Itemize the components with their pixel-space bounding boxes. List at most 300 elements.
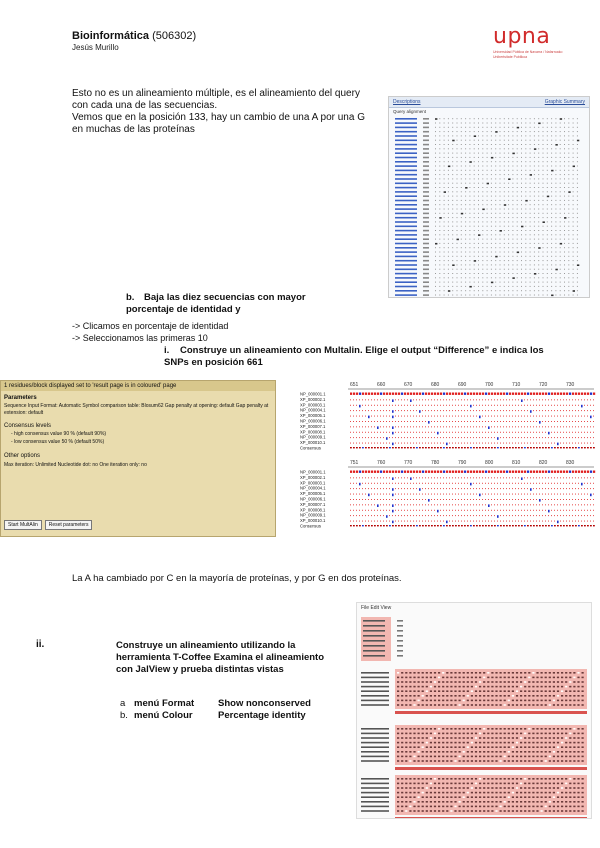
alignment-residue [548,477,549,478]
jalview-residue [504,728,506,730]
consensus-residue [548,525,550,526]
jalview-seq-len [397,625,403,627]
jalview-residue [512,760,514,762]
blast-residue [457,221,458,222]
alignment-residue [440,426,441,427]
alignment-consensus-label: Consensus [300,445,321,451]
blast-residue [482,217,483,218]
blast-residue [457,295,458,296]
alignment-residue [431,410,432,411]
consensus-residue [425,525,427,526]
blast-residue [577,183,578,184]
alignment-residue [410,499,411,500]
blast-residue [469,295,470,296]
alignment-residue [506,477,507,478]
jalview-residue [495,810,497,812]
jalview-residue [532,700,534,702]
jalview-residue [491,695,493,697]
alignment-residue [557,521,559,524]
blast-seq-pos [423,281,429,283]
blast-residue [517,200,518,201]
blast-residue [577,226,578,227]
jalview-menu-bar[interactable]: File Edit View [361,605,392,611]
alignment-residue [386,432,387,433]
jalview-residue [500,806,502,808]
alignment-residue [356,399,357,400]
jalview-residue [471,783,473,785]
alignment-residue [509,421,510,422]
blast-residue [465,178,466,179]
alignment-residue [368,437,369,438]
alignment-residue [482,483,483,484]
blast-residue [469,187,470,188]
alignment-residue [494,515,495,516]
alignment-residue [557,437,558,438]
alignment-residue [530,393,532,395]
blast-residue [512,153,514,155]
jalview-residue [483,801,485,803]
blast-residue [457,178,458,179]
blast-residue [534,204,535,205]
blast-residue [551,200,552,201]
jalview-residue [459,672,461,674]
blast-residue [555,295,556,296]
blast-residue [474,161,475,162]
consensus-residue [488,447,490,448]
jalview-residue [553,806,555,808]
alignment-residue [497,477,498,478]
alignment-residue [464,477,465,478]
blast-residue [482,135,483,136]
blast-residue [568,140,569,141]
blast-residue [457,170,458,171]
alignment-residue [389,515,390,516]
alignment-residue [569,437,570,438]
blast-descriptions-link[interactable]: Descriptions [393,99,421,105]
alignment-seq-id: NP_000009.1 [300,434,326,440]
jalview-residue [491,778,493,780]
alignment-residue [374,421,375,422]
alignment-residue [590,477,591,478]
alignment-residue [536,515,537,516]
blast-residue [547,269,548,270]
blast-residue [435,273,436,274]
jalview-seq-name [361,801,389,803]
jalview-residue [582,686,584,688]
alignment-residue [452,483,453,484]
jalview-identity-block [395,669,587,709]
blast-residue [530,260,531,261]
blast-residue [487,221,488,222]
consensus-residue [479,525,481,526]
form-low-consensus[interactable]: - low consensus value 50 % (default 50%) [11,439,105,445]
jalview-seq-name [361,686,389,688]
blast-residue [568,187,569,188]
blast-residue [478,282,479,283]
jalview-residue [557,733,559,735]
blast-residue [500,170,501,171]
blast-residue [435,295,436,296]
jalview-residue [491,672,493,674]
jalview-residue [508,677,510,679]
alignment-residue [434,521,435,522]
alignment-residue [362,432,363,433]
jalview-residue [401,700,403,702]
alignment-residue [470,488,471,489]
consensus-residue [587,447,589,448]
blast-residue [435,226,436,227]
alignment-tick-label: 720 [539,382,548,388]
jalview-residue [418,677,420,679]
blast-residue [508,140,509,141]
jalview-residue [577,756,579,758]
alignment-residue [413,426,414,427]
alignment-residue [524,483,525,484]
alignment-residue [512,416,513,417]
blast-residue [465,226,466,227]
alignment-residue [392,443,394,446]
jalview-residue [413,690,415,692]
blast-residue [482,264,483,265]
alignment-residue [560,494,561,495]
alignment-seq-id: NP_000006.1 [300,496,326,502]
blast-residue [495,170,496,171]
alignment-residue [380,521,381,522]
start-multalin-button[interactable]: Start MultAlin [4,520,42,530]
jalview-residue [397,690,399,692]
jalview-residue [405,783,407,785]
jalview-residue [463,746,465,748]
consensus-residue [485,525,487,526]
alignment-residue [359,426,360,427]
blast-residue [517,247,518,248]
alignment-residue [473,504,474,505]
alignment-residue [365,515,366,516]
blast-residue [461,140,462,141]
blast-residue [555,144,557,146]
jalview-residue [495,700,497,702]
blast-residue [564,217,566,219]
alignment-residue [413,483,414,484]
alignment-residue [536,471,538,473]
jalview-residue [442,746,444,748]
blast-residue [573,148,574,149]
jalview-residue [463,695,465,697]
alignment-residue [488,437,489,438]
blast-residue [469,269,470,270]
alignment-residue [410,426,411,427]
blast-residue [457,127,458,128]
form-other-options-row[interactable]: Max iteration: Unlimited Nucleotide dot: no One iteration only: no [4,462,147,468]
consensus-residue [386,525,388,526]
alignment-residue [350,471,352,473]
alignment-tick-label: 770 [404,460,413,466]
blast-residue [551,282,552,283]
alignment-residue [461,483,462,484]
alignment-residue [389,405,390,406]
alignment-residue [566,393,568,395]
alignment-residue [461,515,462,516]
alignment-residue [506,399,507,400]
jalview-residue [426,778,428,780]
jalview-residue [454,700,456,702]
blast-residue [555,226,556,227]
blast-residue [452,204,453,205]
alignment-residue [350,432,351,433]
jalview-residue [438,672,440,674]
alignment-residue [530,483,531,484]
alignment-residue [428,432,429,433]
blast-residue [573,131,574,132]
blast-residue [577,230,578,231]
jalview-residue [565,778,567,780]
blast-residue [435,239,436,240]
blast-residue [457,282,458,283]
jalview-residue [409,756,411,758]
alignment-residue [500,504,501,505]
jalview-residue [475,681,477,683]
alignment-residue [518,499,519,500]
jalview-residue [487,778,489,780]
alignment-residue [362,421,363,422]
jalview-residue [463,690,465,692]
jalview-residue [401,728,403,730]
jalview-residue [479,810,481,812]
blast-residue [517,260,518,261]
blast-residue [439,191,440,192]
jalview-residue [409,681,411,683]
alignment-residue [383,443,384,444]
blast-residue [555,127,556,128]
alignment-residue [359,393,361,395]
jalview-residue [491,760,493,762]
blast-residue [478,170,479,171]
blast-residue [495,191,496,192]
blast-residue [517,204,518,205]
blast-residue [461,252,462,253]
alignment-residue [413,421,414,422]
alignment-residue [461,494,462,495]
blast-seq-link [395,187,417,189]
alignment-residue [446,477,447,478]
blast-residue [530,170,531,171]
blast-residue [530,148,531,149]
blast-residue [547,183,548,184]
jalview-residue [422,778,424,780]
blast-residue [560,161,561,162]
jalview-residue [569,728,571,730]
jalview-residue [536,704,538,706]
alignment-residue [473,443,474,444]
alignment-residue [560,405,561,406]
jalview-residue [467,801,469,803]
blast-seq-link [395,131,417,133]
alignment-residue [470,432,471,433]
jalview-residue [446,690,448,692]
alignment-residue [488,421,489,422]
blast-residue [551,260,552,261]
alignment-residue [437,437,438,438]
reset-parameters-button[interactable]: Reset parameters [45,520,93,530]
jalview-residue [479,796,481,798]
alignment-residue [479,510,480,511]
alignment-residue [500,443,501,444]
consensus-residue [521,525,523,526]
jalview-residue [450,686,452,688]
blast-seq-pos [423,238,429,240]
jalview-residue [504,695,506,697]
consensus-residue [371,447,373,448]
alignment-tick-label: 751 [350,460,359,466]
blast-residue [478,269,479,270]
alignment-residue [365,432,366,433]
jalview-residue [446,672,448,674]
jalview-residue [504,690,506,692]
blast-residue [573,178,574,179]
jalview-residue [454,756,456,758]
alignment-residue [521,399,523,402]
jalview-residue [405,700,407,702]
consensus-residue [461,525,463,526]
jalview-residue [413,760,415,762]
blast-residue [530,178,531,179]
alignment-residue [374,494,375,495]
jalview-residue [528,677,530,679]
course-code: (506302) [149,30,197,42]
alignment-residue [401,437,402,438]
blast-residue [448,213,449,214]
alignment-residue [362,443,363,444]
alignment-residue [410,510,411,511]
blast-residue [457,290,458,291]
jalview-residue [582,733,584,735]
jalview-residue [520,796,522,798]
alignment-residue [371,515,372,516]
blast-residue [568,226,569,227]
alignment-residue [413,515,414,516]
blast-residue [500,277,501,278]
blast-residue [564,213,565,214]
blast-residue [487,226,488,227]
consensus-residue [422,525,424,526]
blast-residue [543,217,544,218]
alignment-residue [527,416,528,417]
jalview-residue [446,681,448,683]
jalview-residue [541,801,543,803]
alignment-residue [356,443,357,444]
blast-residue [444,295,445,296]
alignment-residue [368,477,369,478]
blast-residue [474,135,476,137]
jalview-residue [405,672,407,674]
blast-residue [465,135,466,136]
blast-residue [448,277,449,278]
jalview-residue [536,728,538,730]
blast-residue [538,295,539,296]
jalview-residue [446,778,448,780]
alignment-residue [383,421,384,422]
alignment-residue [452,471,454,473]
alignment-residue [443,494,444,495]
alignment-residue [353,510,354,511]
blast-residue [500,174,501,175]
blast-residue [504,295,505,296]
blast-residue [564,153,565,154]
blast-residue [512,221,513,222]
blast-residue [465,269,466,270]
alignment-residue [530,416,531,417]
alignment-residue [524,488,525,489]
blast-residue [525,178,526,179]
jalview-residue [569,677,571,679]
alignment-residue [563,432,564,433]
blast-residue [551,123,552,124]
blast-residue [551,148,552,149]
blast-residue [560,166,561,167]
alignment-residue [533,510,534,511]
alignment-residue [440,499,441,500]
jalview-residue [512,756,514,758]
alignment-residue [542,393,544,395]
jalview-seq-name [361,742,389,744]
blast-residue [500,286,501,287]
jalview-residue [401,778,403,780]
jalview-residue [565,681,567,683]
alignment-residue [353,410,354,411]
blast-residue [547,252,548,253]
blast-residue [478,161,479,162]
blast-residue [568,127,569,128]
alignment-residue [551,494,552,495]
blast-residue [482,157,483,158]
alignment-seq-id: XP_000008.1 [300,429,326,435]
blast-residue [461,269,462,270]
jalview-residue [422,690,424,692]
blast-residue [564,269,565,270]
jalview-residue [405,677,407,679]
jalview-residue [577,787,579,789]
alignment-residue [515,426,516,427]
jalview-residue [422,672,424,674]
blast-residue [469,264,470,265]
jalview-residue [463,806,465,808]
blast-residue [530,144,531,145]
blast-residue [521,166,522,167]
alignment-residue [575,405,576,406]
blast-residue [538,131,539,132]
blast-residue [551,213,552,214]
alignment-residue [539,499,541,502]
blast-graphic-link[interactable]: Graphic Summary [544,99,585,105]
blast-seq-link [395,217,417,219]
consensus-residue [419,447,421,448]
blast-residue [560,131,561,132]
blast-residue [564,166,565,167]
alignment-residue [452,399,453,400]
alignment-residue [560,521,561,522]
form-high-consensus[interactable]: - high consensus value 90 % (default 90%) [11,431,107,437]
jalview-residue [463,686,465,688]
jalview-residue [557,728,559,730]
blast-residue [495,123,496,124]
alignment-residue [350,483,351,484]
jalview-residue [438,742,440,744]
alignment-residue [416,443,417,444]
alignment-residue [407,504,408,505]
blast-residue [487,209,488,210]
jalview-residue [516,796,518,798]
blast-residue [564,252,565,253]
